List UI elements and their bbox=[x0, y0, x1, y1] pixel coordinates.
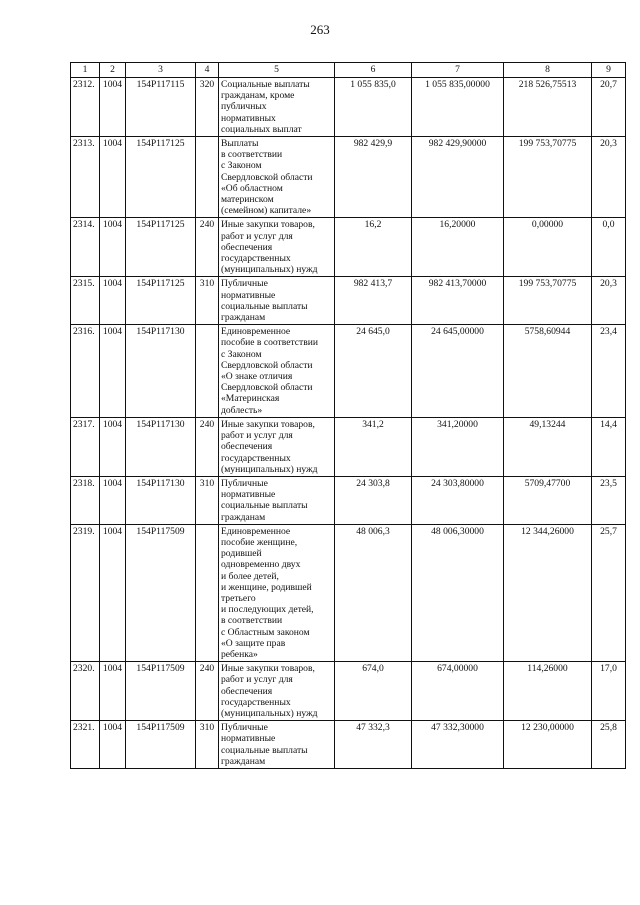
execution-percent: 20,3 bbox=[592, 137, 626, 218]
column-header-9: 9 bbox=[592, 63, 626, 78]
target-code: 154P117125 bbox=[126, 218, 196, 277]
execution-percent: 25,7 bbox=[592, 524, 626, 661]
expense-type: 240 bbox=[196, 417, 219, 476]
executed-amount: 0,00000 bbox=[504, 218, 592, 277]
approved-amount: 674,00000 bbox=[412, 662, 504, 721]
table-row bbox=[71, 325, 626, 418]
table-row bbox=[71, 137, 626, 218]
approved-amount: 16,20000 bbox=[412, 218, 504, 277]
item-name: Публичные нормативные социальные выплаты гражданам bbox=[219, 721, 335, 769]
approved-amount: 24 303,80000 bbox=[412, 476, 504, 524]
executed-amount: 218 526,75513 bbox=[504, 78, 592, 137]
table-row bbox=[71, 78, 626, 137]
item-name: Публичные нормативные социальные выплаты гражданам bbox=[219, 277, 335, 325]
execution-percent: 0,0 bbox=[592, 218, 626, 277]
column-header-6: 6 bbox=[335, 63, 412, 78]
row-number: 2315. bbox=[71, 277, 100, 325]
column-header-5: 5 bbox=[219, 63, 335, 78]
executed-amount: 199 753,70775 bbox=[504, 277, 592, 325]
planned-amount: 24 303,8 bbox=[335, 476, 412, 524]
target-code: 154P117125 bbox=[126, 137, 196, 218]
item-name: Публичные нормативные социальные выплаты гражданам bbox=[219, 476, 335, 524]
item-name: Иные закупки товаров, работ и услуг для обеспечения государственных (муниципальных) нужд bbox=[219, 662, 335, 721]
approved-amount: 48 006,30000 bbox=[412, 524, 504, 661]
execution-percent: 14,4 bbox=[592, 417, 626, 476]
executed-amount: 12 344,26000 bbox=[504, 524, 592, 661]
row-number: 2316. bbox=[71, 325, 100, 418]
executed-amount: 5709,47700 bbox=[504, 476, 592, 524]
expense-type: 240 bbox=[196, 218, 219, 277]
section-code: 1004 bbox=[100, 277, 126, 325]
section-code: 1004 bbox=[100, 78, 126, 137]
budget-table bbox=[70, 62, 626, 769]
table-row bbox=[71, 417, 626, 476]
execution-percent: 17,0 bbox=[592, 662, 626, 721]
row-number: 2320. bbox=[71, 662, 100, 721]
column-header-2: 2 bbox=[100, 63, 126, 78]
approved-amount: 341,20000 bbox=[412, 417, 504, 476]
item-name: Социальные выплаты гражданам, кроме публичных нормативных социальных выплат bbox=[219, 78, 335, 137]
approved-amount: 24 645,00000 bbox=[412, 325, 504, 418]
planned-amount: 16,2 bbox=[335, 218, 412, 277]
expense-type: 310 bbox=[196, 476, 219, 524]
row-number: 2317. bbox=[71, 417, 100, 476]
column-header-1: 1 bbox=[71, 63, 100, 78]
table-row bbox=[71, 524, 626, 661]
section-code: 1004 bbox=[100, 137, 126, 218]
section-code: 1004 bbox=[100, 417, 126, 476]
row-number: 2318. bbox=[71, 476, 100, 524]
target-code: 154P117125 bbox=[126, 277, 196, 325]
target-code: 154P117115 bbox=[126, 78, 196, 137]
planned-amount: 48 006,3 bbox=[335, 524, 412, 661]
execution-percent: 25,8 bbox=[592, 721, 626, 769]
expense-type: 310 bbox=[196, 721, 219, 769]
execution-percent: 20,3 bbox=[592, 277, 626, 325]
executed-amount: 49,13244 bbox=[504, 417, 592, 476]
expense-type: 310 bbox=[196, 277, 219, 325]
section-code: 1004 bbox=[100, 662, 126, 721]
item-name: Иные закупки товаров, работ и услуг для обеспечения государственных (муниципальных) нужд bbox=[219, 417, 335, 476]
execution-percent: 20,7 bbox=[592, 78, 626, 137]
target-code: 154P117130 bbox=[126, 325, 196, 418]
target-code: 154P117509 bbox=[126, 524, 196, 661]
target-code: 154P117509 bbox=[126, 721, 196, 769]
executed-amount: 12 230,00000 bbox=[504, 721, 592, 769]
page-number: 263 bbox=[310, 22, 330, 37]
row-number: 2313. bbox=[71, 137, 100, 218]
planned-amount: 24 645,0 bbox=[335, 325, 412, 418]
expense-type bbox=[196, 137, 219, 218]
table-row bbox=[71, 476, 626, 524]
item-name: Единовременное пособие женщине, родившей одновременно двух и более детей, и женщине, родившей третьего и последующих детей, в соответствии с Областным законом «О защите прав ребенка» bbox=[219, 524, 335, 661]
section-code: 1004 bbox=[100, 524, 126, 661]
executed-amount: 199 753,70775 bbox=[504, 137, 592, 218]
executed-amount: 114,26000 bbox=[504, 662, 592, 721]
row-number: 2321. bbox=[71, 721, 100, 769]
execution-percent: 23,5 bbox=[592, 476, 626, 524]
expense-type bbox=[196, 325, 219, 418]
column-header-4: 4 bbox=[196, 63, 219, 78]
approved-amount: 982 413,70000 bbox=[412, 277, 504, 325]
planned-amount: 47 332,3 bbox=[335, 721, 412, 769]
column-header-7: 7 bbox=[412, 63, 504, 78]
planned-amount: 341,2 bbox=[335, 417, 412, 476]
planned-amount: 1 055 835,0 bbox=[335, 78, 412, 137]
row-number: 2312. bbox=[71, 78, 100, 137]
column-header-3: 3 bbox=[126, 63, 196, 78]
item-name: Иные закупки товаров, работ и услуг для обеспечения государственных (муниципальных) нужд bbox=[219, 218, 335, 277]
section-code: 1004 bbox=[100, 721, 126, 769]
executed-amount: 5758,60944 bbox=[504, 325, 592, 418]
planned-amount: 982 413,7 bbox=[335, 277, 412, 325]
section-code: 1004 bbox=[100, 325, 126, 418]
section-code: 1004 bbox=[100, 476, 126, 524]
execution-percent: 23,4 bbox=[592, 325, 626, 418]
row-number: 2319. bbox=[71, 524, 100, 661]
section-code: 1004 bbox=[100, 218, 126, 277]
target-code: 154P117130 bbox=[126, 476, 196, 524]
target-code: 154P117130 bbox=[126, 417, 196, 476]
planned-amount: 982 429,9 bbox=[335, 137, 412, 218]
expense-type: 240 bbox=[196, 662, 219, 721]
table-row bbox=[71, 277, 626, 325]
approved-amount: 1 055 835,00000 bbox=[412, 78, 504, 137]
item-name: Единовременное пособие в соответствии с Законом Свердловской области «О знаке отличия Свердловской области «Материнская доблесть» bbox=[219, 325, 335, 418]
column-header-8: 8 bbox=[504, 63, 592, 78]
item-name: Выплаты в соответствии с Законом Свердловской области «Об областном материнском (семейном) капитале» bbox=[219, 137, 335, 218]
target-code: 154P117509 bbox=[126, 662, 196, 721]
table-header-row bbox=[71, 63, 626, 78]
table-row bbox=[71, 662, 626, 721]
expense-type bbox=[196, 524, 219, 661]
expense-type: 320 bbox=[196, 78, 219, 137]
planned-amount: 674,0 bbox=[335, 662, 412, 721]
row-number: 2314. bbox=[71, 218, 100, 277]
approved-amount: 47 332,30000 bbox=[412, 721, 504, 769]
table-row bbox=[71, 721, 626, 769]
approved-amount: 982 429,90000 bbox=[412, 137, 504, 218]
table-row bbox=[71, 218, 626, 277]
